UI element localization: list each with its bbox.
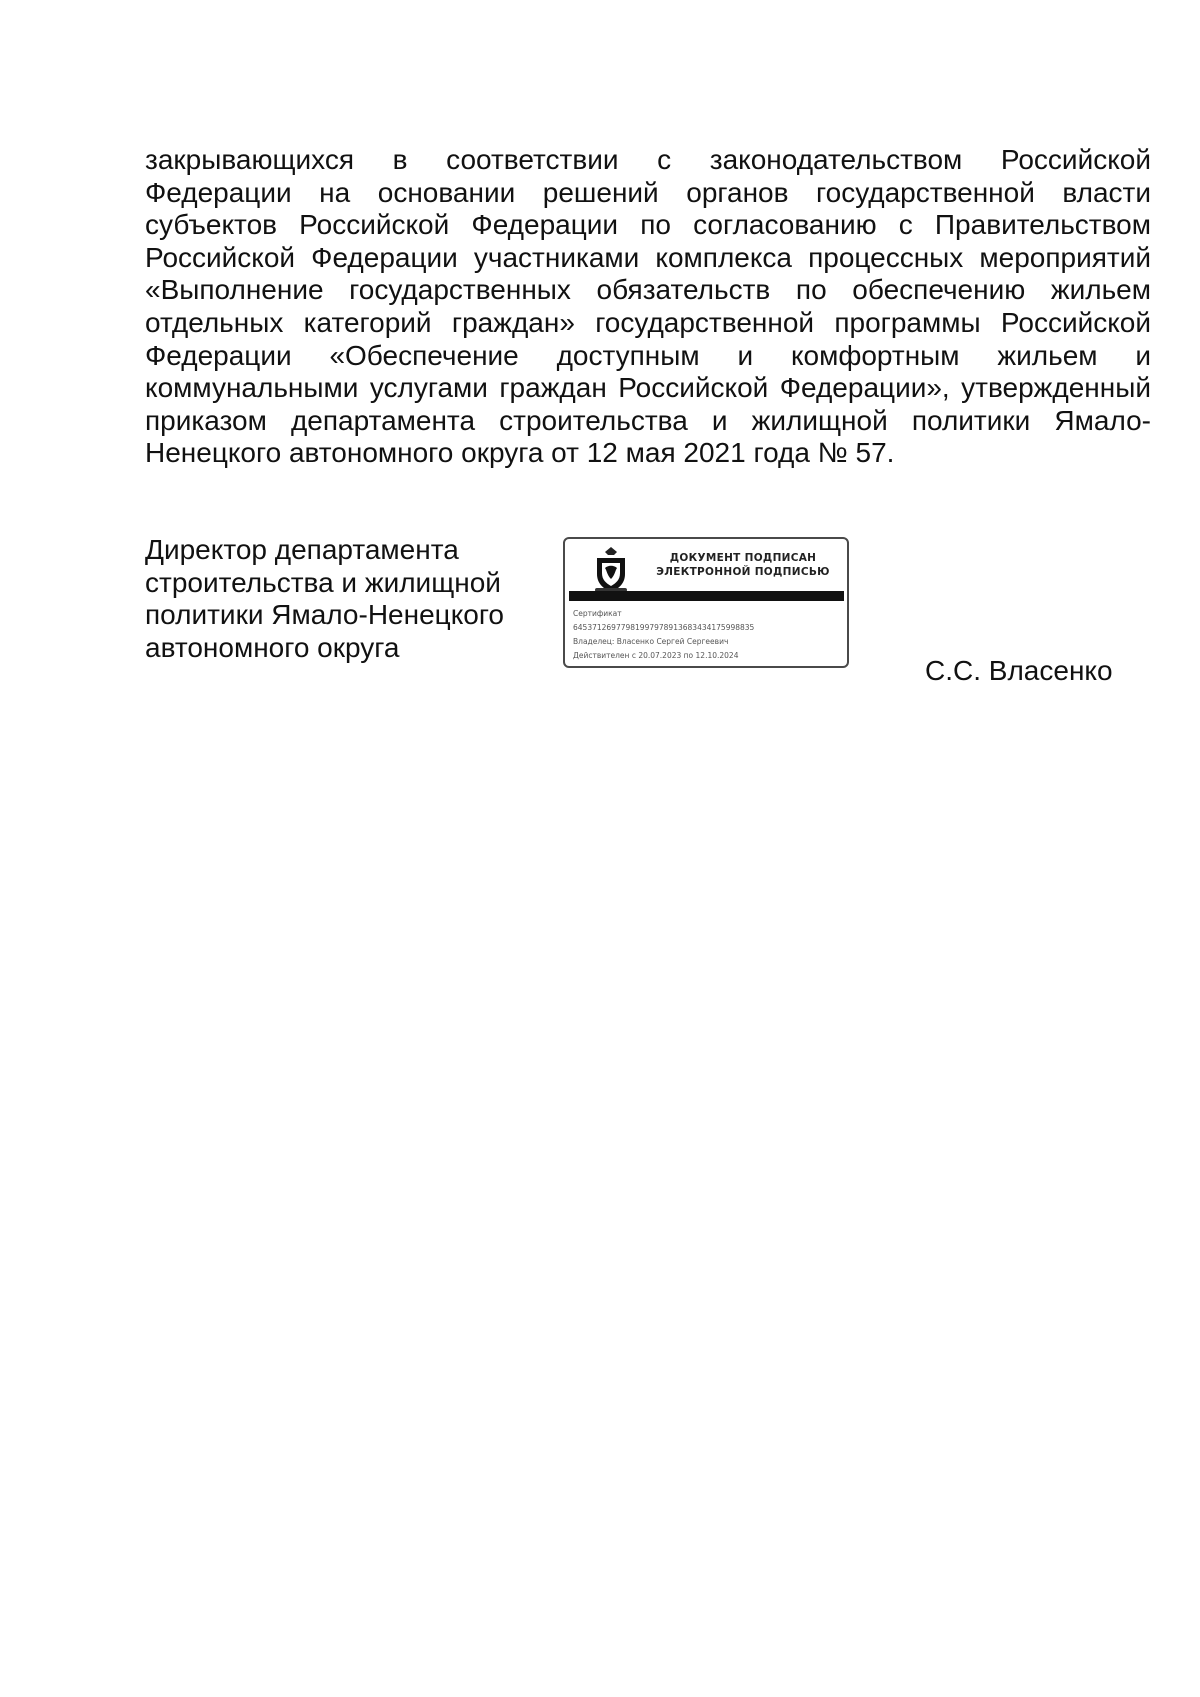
signer-title-line: Директор департамента (145, 534, 459, 565)
stamp-heading-line: ЭЛЕКТРОННОЙ ПОДПИСЬЮ (656, 566, 830, 578)
electronic-signature-stamp (563, 537, 849, 668)
stamp-heading (643, 551, 843, 579)
signer-title (145, 534, 525, 664)
stamp-divider-bar (569, 591, 844, 601)
certificate-owner: Владелец: Власенко Сергей Сергеевич (573, 637, 729, 646)
signer-title-line: политики Ямало-Ненецкого (145, 599, 504, 631)
stamp-heading-line: ДОКУМЕНТ ПОДПИСАН (669, 552, 817, 564)
coat-of-arms-icon (591, 546, 631, 594)
signer-title-line: строительства и жилищной (145, 566, 501, 598)
signer-title-line: автономного округа (145, 631, 400, 663)
body-paragraph: закрывающихся в соответствии с законодательством Российской Федерации на основании решений органов государственной власти субъектов Российской Федерации по согласованию с Правительством Российской Федерации участниками комплекса процессных мероприятий «Выполнение государственных обязательств по обеспечению жильем отдельных категорий граждан» государственной программы Российской Федерации «Обеспечение доступным и комфортным жильем и коммунальными услугами граждан Российской Федерации», утвержденный приказом департамента строительства и жилищной политики Ямало-Ненецкого автономного округа от 12 мая 2021 года № 57. (145, 144, 1151, 469)
certificate-number: 64537126977981997978913683434175998835 (573, 623, 755, 632)
signer-name: С.С. Власенко (925, 655, 1113, 686)
certificate-label: Сертификат (573, 609, 622, 618)
certificate-validity: Действителен с 20.07.2023 по 12.10.2024 (573, 651, 739, 660)
